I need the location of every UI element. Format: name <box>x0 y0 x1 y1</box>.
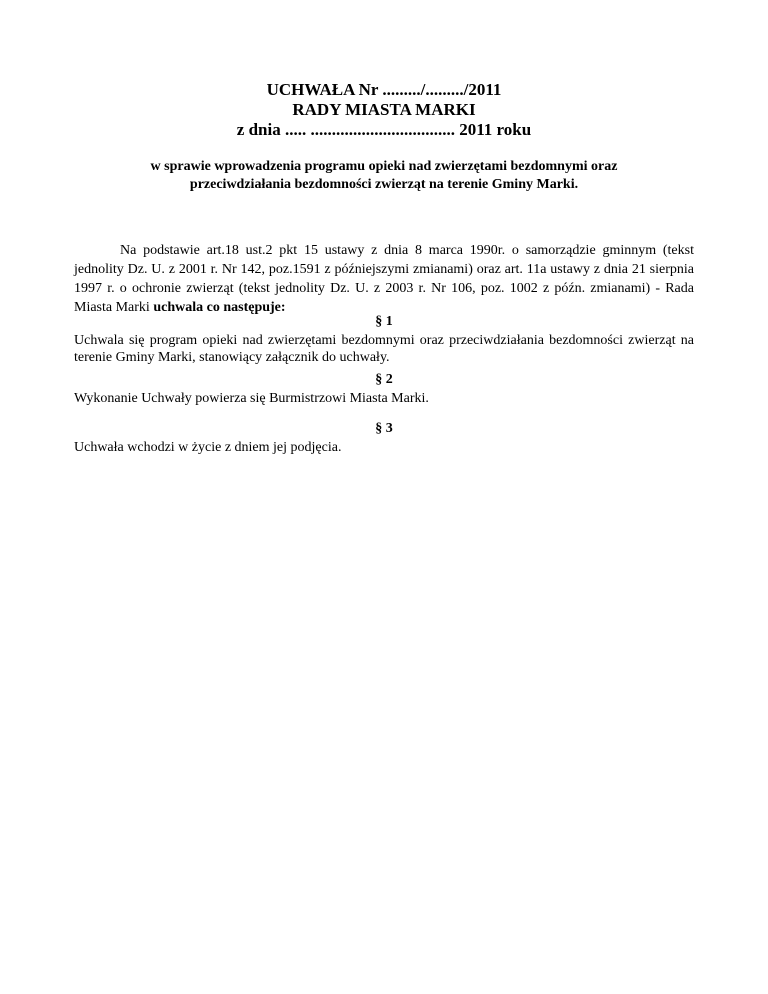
section-1 <box>74 313 694 366</box>
section-2-label: § 2 <box>375 372 393 387</box>
resolution-subject <box>0 158 768 194</box>
resolution-header <box>0 80 768 140</box>
legal-basis-emphasis: uchwala co następuje: <box>153 300 286 315</box>
section-3 <box>74 420 694 456</box>
subject-line-1: w sprawie wprowadzenia programu opieki nad zwierzętami bezdomnymi oraz <box>150 159 618 174</box>
legal-basis-text: Na podstawie art.18 ust.2 pkt 15 ustawy z dnia 8 marca 1990r. o samorządzie gminnym (tekst jednolity Dz. U. z 2001 r. Nr 142, poz.1591 z późniejszymi zmianami) oraz art. 11a ustawy z dnia 21 sierpnia 1997 r. o ochronie zwierząt (tekst jednolity Dz. U. z 2003 r. Nr 106, poz. 1002 z późn. zmianami) - Rada Miasta Marki <box>74 243 694 315</box>
subject-line-2: przeciwdziałania bezdomności zwierząt na terenie Gminy Marki. <box>189 177 579 192</box>
legal-basis-paragraph <box>74 241 694 317</box>
section-1-text: Uchwala się program opieki nad zwierzętami bezdomnymi oraz przeciwdziałania bezdomności zwierząt na terenie Gminy Marki, stanowiący załącznik do uchwały. <box>74 333 694 365</box>
section-3-label: § 3 <box>375 421 393 436</box>
section-2-text: Wykonanie Uchwały powierza się Burmistrzowi Miasta Marki. <box>74 391 429 406</box>
section-2 <box>74 371 694 407</box>
resolution-date: z dnia ..... .................................. 2011 roku <box>236 120 532 139</box>
section-3-text: Uchwała wchodzi w życie z dniem jej podjęcia. <box>74 440 342 455</box>
section-1-label: § 1 <box>375 314 393 329</box>
resolution-number: UCHWAŁA Nr ........./........./2011 <box>266 80 502 99</box>
council-name: RADY MIASTA MARKI <box>292 100 476 119</box>
